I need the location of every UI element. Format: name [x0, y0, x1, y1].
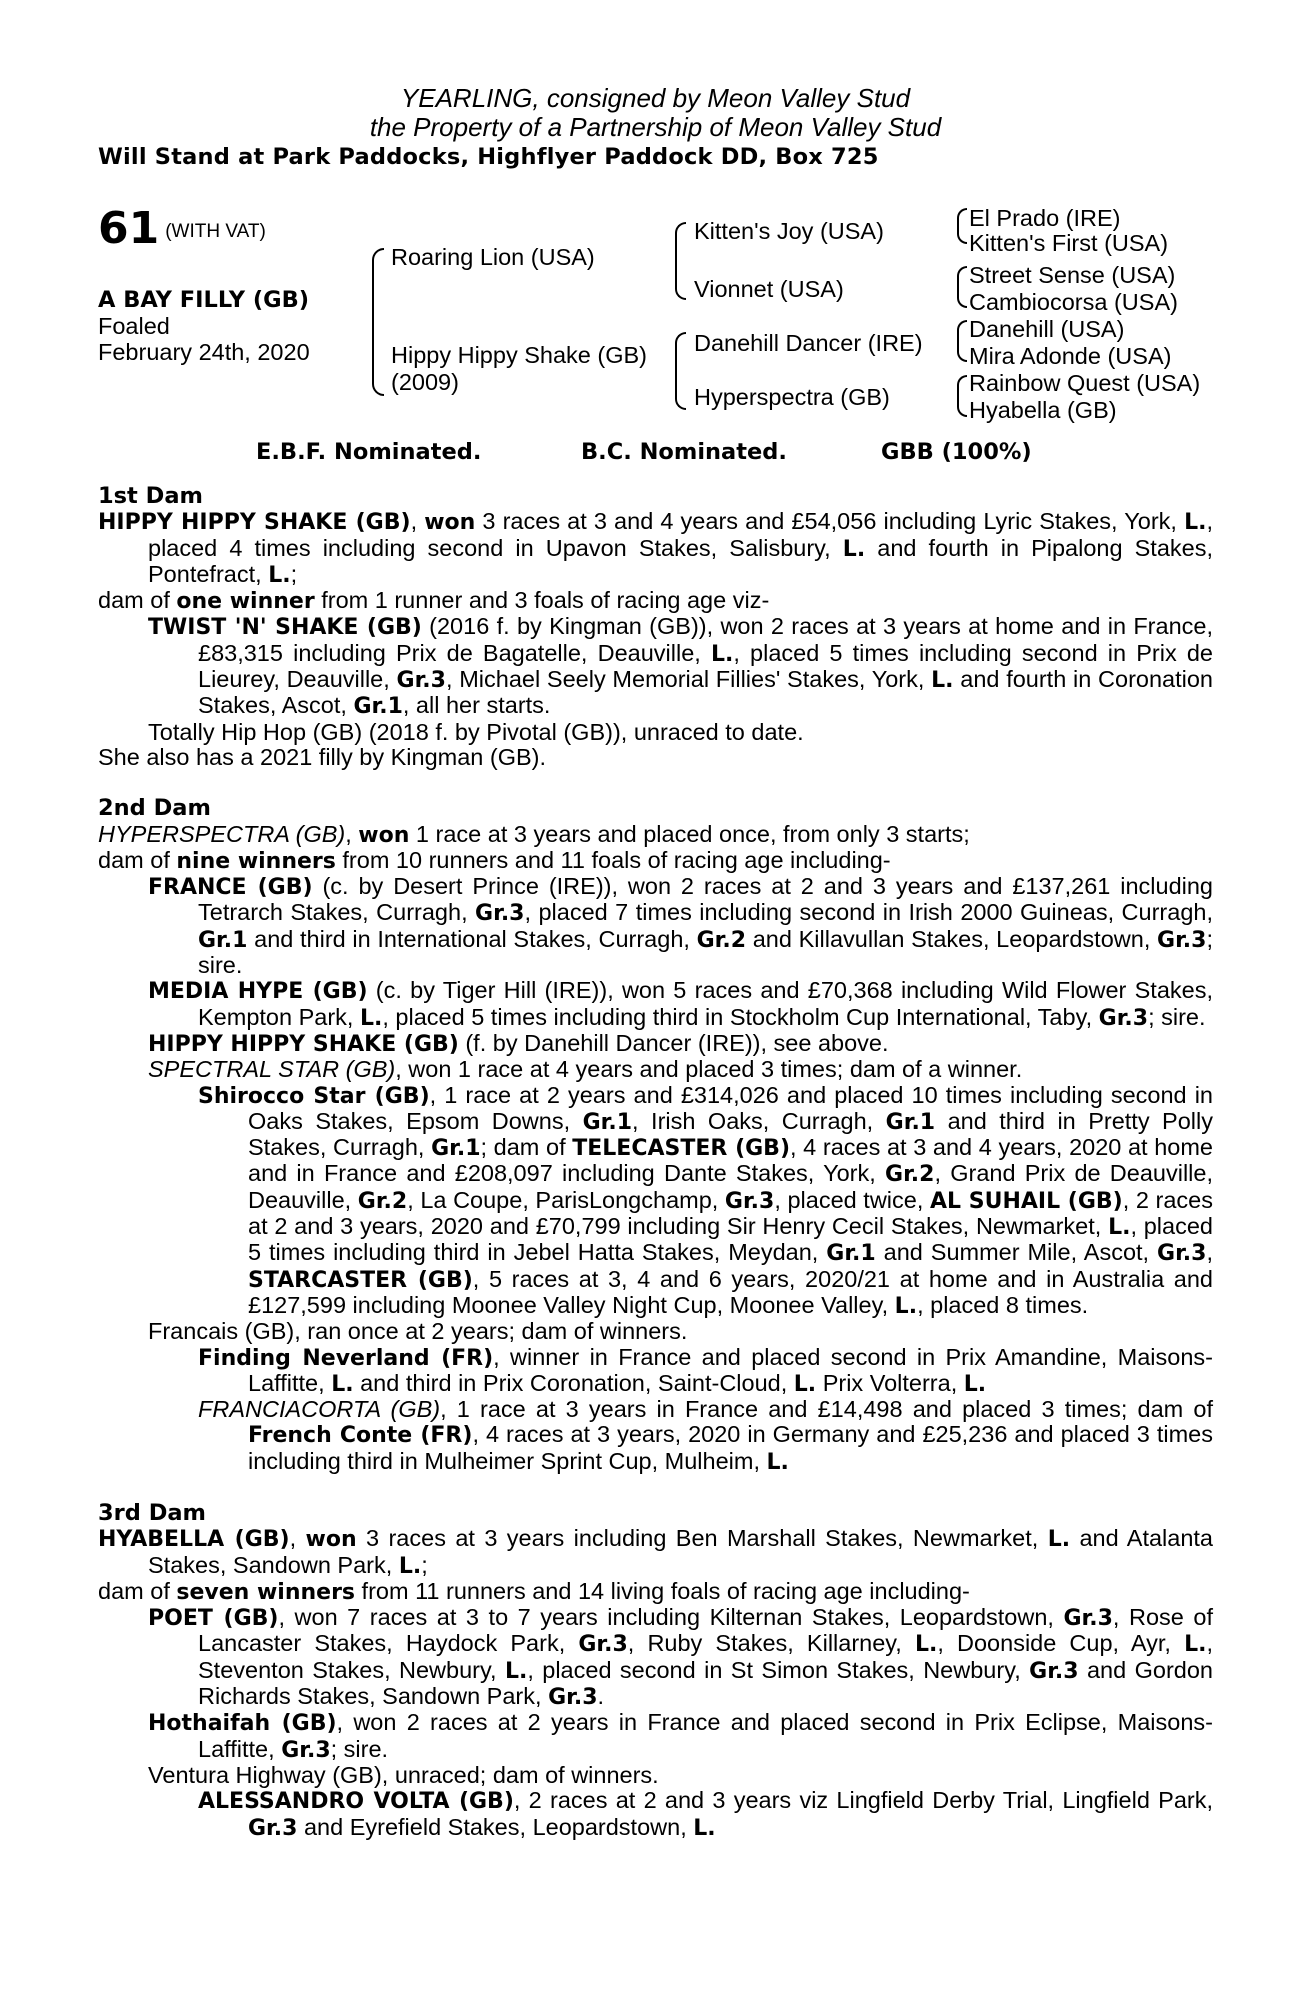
consignment-line: YEARLING, consigned by Meon Valley Stud	[400, 83, 911, 113]
progeny-francais: Francais (GB), ran once at 2 years; dam of winners.	[148, 1318, 688, 1345]
stand-location: Will Stand at Park Paddocks, Highflyer Paddock DD, Box 725	[98, 144, 879, 170]
lot-number: 61	[98, 203, 160, 254]
pedigree-dam: Hippy Hippy Shake (GB)	[391, 342, 647, 368]
progeny-ventura-highway: Ventura Highway (GB), unraced; dam of winners.	[148, 1761, 659, 1788]
ebf-nomination: E.B.F. Nominated.	[256, 439, 482, 465]
third-dam-heading: 3rd Dam	[98, 1499, 206, 1526]
progeny-alessandro-volta: ALESSANDRO VOLTA (GB), 2 races at 2 and 3 years viz Lingfield Derby Trial, Lingfield Park, Gr.3 and Eyrefield Stakes, Leopardstown, L.	[198, 1787, 1213, 1841]
first-dam-name: HIPPY HIPPY SHAKE (GB)	[98, 510, 411, 536]
pedigree-g3-1: El Prado (IRE)	[969, 205, 1121, 231]
pedigree-g3-6: Mira Adonde (USA)	[969, 343, 1172, 369]
pedigree-brace-g3a2	[957, 225, 967, 244]
first-dam-summary: dam of one winner from 1 runner and 3 foals of racing age viz-	[98, 587, 770, 615]
progeny-finding-neverland: Finding Neverland (FR), winner in France and placed second in Prix Amandine, Maisons-Laffitte, L. and third in Prix Coronation, Saint-Cloud, L. Prix Volterra, L.	[198, 1343, 1213, 1397]
pedigree-sire-dam: Vionnet (USA)	[694, 276, 844, 302]
progeny-hippy-hippy-shake: HIPPY HIPPY SHAKE (GB) (f. by Danehill Dancer (IRE)), see above.	[148, 1029, 889, 1057]
third-dam-summary: dam of seven winners from 11 runners and 14 living foals of racing age including-	[98, 1577, 970, 1605]
pedigree-g3-3: Street Sense (USA)	[969, 262, 1176, 288]
second-dam-record: HYPERSPECTRA (GB), won 1 race at 3 years and placed once, from only 3 starts;	[98, 820, 970, 848]
pedigree-brace-g3d2	[957, 395, 967, 417]
pedigree-dam-sire: Danehill Dancer (IRE)	[694, 330, 923, 356]
pedigree-brace-dam-gen2	[675, 332, 686, 372]
produce-record	[98, 484, 1213, 1841]
third-dam-record: HYABELLA (GB), won 3 races at 3 years including Ben Marshall Stakes, Newmarket, L. and Atalanta Stakes, Sandown Park, L.;	[98, 1525, 1214, 1579]
property-line: the Property of a Partnership of Meon Valley Stud	[369, 112, 942, 142]
progeny-spectral-star: SPECTRAL STAR (GB), won 1 race at 4 years and placed 3 times; dam of a winner.	[148, 1056, 1023, 1083]
progeny-media-hype: MEDIA HYPE (GB) (c. by Tiger Hill (IRE)), won 5 races and £70,368 including Wild Flower Stakes, Kempton Park, L., placed 5 times including third in Stockholm Cup International, Taby, Gr.3; sire.	[148, 977, 1213, 1031]
progeny-franciacorta: FRANCIACORTA (GB), 1 race at 3 years in France and £14,498 and placed 3 times; dam of French Conte (FR), 4 races at 3 years, 2020 in Germany and £25,236 and placed 3 times including third in Mulheimer Sprint Cup, Mulheim, L.	[198, 1396, 1214, 1475]
foaled-label: Foaled	[98, 313, 170, 339]
gbb-rating: GBB (100%)	[881, 439, 1032, 465]
bc-nomination: B.C. Nominated.	[581, 439, 787, 465]
pedigree-brace-g3c2	[957, 340, 967, 362]
first-dam-also: She also has a 2021 filly by Kingman (GB).	[98, 743, 547, 770]
horse-details	[98, 287, 310, 365]
pedigree-g3-5: Danehill (USA)	[969, 316, 1125, 342]
progeny-hothaifah: Hothaifah (GB), won 2 races at 2 years in France and placed second in Prix Eclipse, Maisons-Laffitte, Gr.3; sire.	[148, 1709, 1213, 1763]
pedigree-sire: Roaring Lion (USA)	[391, 244, 595, 270]
progeny-poet: POET (GB), won 7 races at 3 to 7 years including Kilternan Stakes, Leopardstown, Gr.3, Rose of Lancaster Stakes, Haydock Park, Gr.3, Ruby Stakes, Killarney, L., Doonside Cup, Ayr, L., Steventon Stakes, Newbury, L., placed second in St Simon Stakes, Newbury, Gr.3 and Gordon Richards Stakes, Sandown Park, Gr.3.	[148, 1604, 1213, 1711]
horse-name: A BAY FILLY (GB)	[98, 287, 310, 313]
vat-note: (WITH VAT)	[165, 221, 266, 242]
progeny-twist-n-shake: TWIST 'N' SHAKE (GB) (2016 f. by Kingman (GB)), won 2 races at 3 years at home and in France, £83,315 including Prix de Bagatelle, Deauville, L., placed 5 times including second in Prix de Lieurey, Deauville, Gr.3, Michael Seely Memorial Fillies' Stakes, York, L. and fourth in Coronation Stakes, Ascot, Gr.1, all her starts.	[148, 613, 1213, 720]
first-dam-heading: 1st Dam	[98, 483, 203, 509]
third-dam-name: HYABELLA (GB)	[98, 1527, 290, 1553]
second-dam-summary: dam of nine winners from 10 runners and 11 foals of racing age including-	[98, 846, 891, 874]
pedigree-dam-year: (2009)	[391, 369, 459, 395]
pedigree-g3-2: Kitten's First (USA)	[969, 230, 1169, 256]
second-dam-heading: 2nd Dam	[98, 795, 211, 822]
foaled-date: February 24th, 2020	[98, 339, 310, 365]
catalogue-header	[98, 84, 1213, 172]
progeny-totally-hip-hop: Totally Hip Hop (GB) (2018 f. by Pivotal (GB)), unraced to date.	[148, 718, 804, 745]
progeny-france: FRANCE (GB) (c. by Desert Prince (IRE)), won 2 races at 2 and 3 years and £137,261 including Tetrarch Stakes, Curragh, Gr.3, placed 7 times including second in Irish 2000 Guineas, Curragh, Gr.1 and third in International Stakes, Curragh, Gr.2 and Killavullan Stakes, Leopardstown, Gr.3; sire.	[148, 873, 1213, 979]
pedigree-brace-g3b	[957, 266, 967, 288]
pedigree-brace-dam-gen2b	[675, 370, 686, 410]
pedigree-g3-4: Cambiocorsa (USA)	[969, 289, 1178, 315]
pedigree-brace-sire-gen2b	[675, 260, 686, 300]
pedigree-brace-g3c	[957, 320, 967, 342]
pedigree-brace-sire-gen2	[675, 222, 686, 262]
pedigree-brace-g3b2	[957, 286, 967, 308]
progeny-shirocco-star: Shirocco Star (GB), 1 race at 2 years and £314,026 and placed 10 times including second in Oaks Stakes, Epsom Downs, Gr.1, Irish Oaks, Curragh, Gr.1 and third in Pretty Polly Stakes, Curragh, Gr.1; dam of TELECASTER (GB), 4 races at 3 and 4 years, 2020 at home and in France and £208,097 including Dante Stakes, York, Gr.2, Grand Prix de Deauville, Deauville, Gr.2, La Coupe, ParisLongchamp, Gr.3, placed twice, AL SUHAIL (GB), 2 races at 2 and 3 years, 2020 and £70,799 including Sir Henry Cecil Stakes, Newmarket, L., placed 5 times including third in Jebel Hatta Stakes, Meydan, Gr.1 and Summer Mile, Ascot, Gr.3, STARCASTER (GB), 5 races at 3, 4 and 6 years, 2020/21 at home and in Australia and £127,599 including Moonee Valley Night Cup, Moonee Valley, L., placed 8 times.	[198, 1081, 1214, 1319]
pedigree-sire-sire: Kitten's Joy (USA)	[694, 218, 884, 244]
first-dam-record: HIPPY HIPPY SHAKE (GB), won 3 races at 3 and 4 years and £54,056 including Lyric Stakes, York, L., placed 4 times including second in Upavon Stakes, Salisbury, L. and fourth in Pipalong Stakes, Pontefract, L.;	[98, 508, 1213, 588]
second-dam-name: HYPERSPECTRA (GB)	[98, 820, 346, 847]
lot-number-block	[98, 205, 266, 253]
pedigree-brace-g3d	[957, 375, 967, 397]
pedigree-g3-7: Rainbow Quest (USA)	[969, 370, 1201, 396]
pedigree-brace-sire	[372, 248, 384, 328]
pedigree-g3-8: Hyabella (GB)	[969, 397, 1117, 423]
pedigree-dam-dam: Hyperspectra (GB)	[694, 384, 890, 410]
pedigree-brace-dam	[372, 326, 384, 396]
